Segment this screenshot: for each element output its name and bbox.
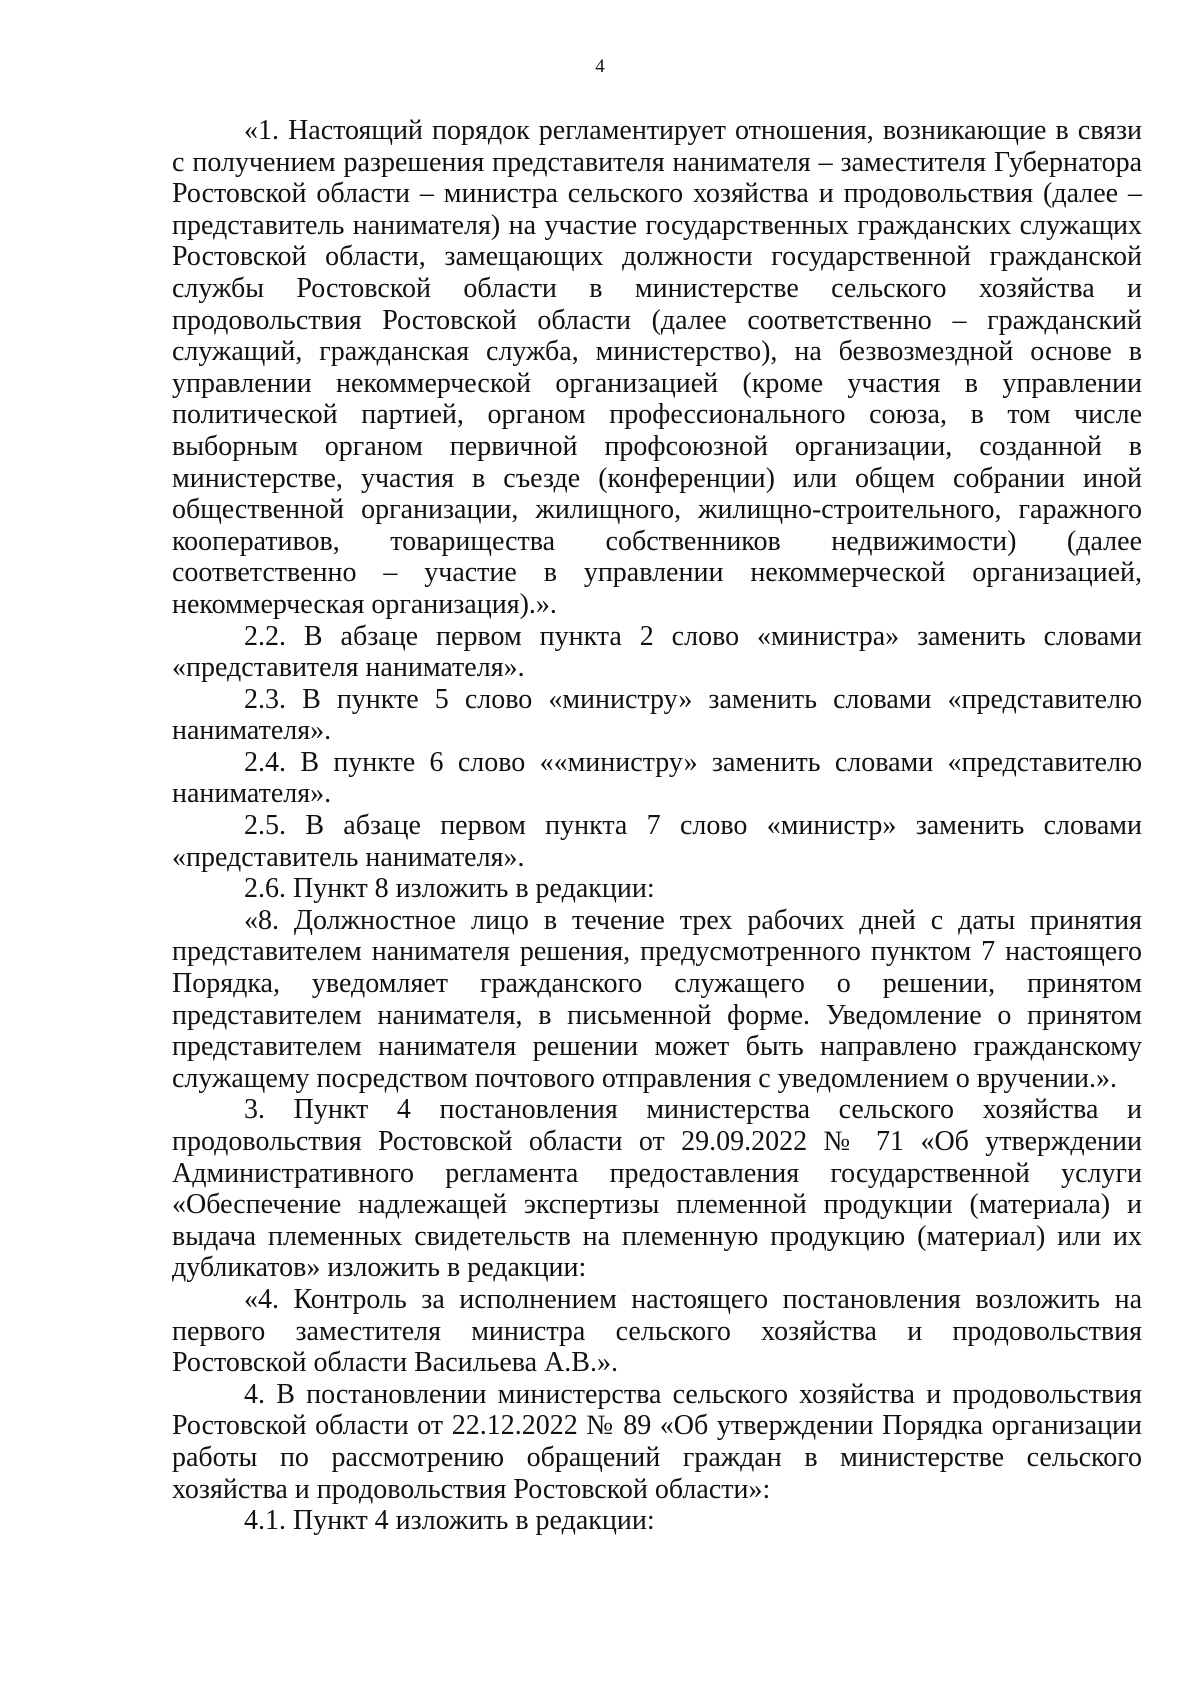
paragraph-3: 3. Пункт 4 постановления министерства сельского хозяйства и продовольствия Ростовской области от 29.09.2022 № 71 «Об утверждении Административного регламента предоставления государственной услуги «Обеспечение надлежащей экспертизы племенной продукции (материала) и выдача племенных свидетельств на племенную продукцию (материал) или их дубликатов» изложить в редакции:	[172, 1094, 1142, 1284]
paragraph-2-3: 2.3. В пункте 5 слово «министру» заменить словами «представителю нанимателя».	[172, 683, 1142, 747]
paragraph-2-6: 2.6. Пункт 8 изложить в редакции:	[244, 873, 655, 905]
paragraph-clause-8: «8. Должностное лицо в течение трех рабочих дней с даты принятия представителем нанимателя решения, предусмотренного пунктом 7 настоящего Порядка, уведомляет гражданского служащего о решении, принятом представителем нанимателя, в письменной форме. Уведомление о принятом представителем нанимателя решении может быть направлено гражданскому служащему посредством почтового отправления с уведомлением о вручении.».	[172, 904, 1142, 1094]
paragraph-4-1: 4.1. Пункт 4 изложить в редакции:	[244, 1505, 655, 1537]
paragraph-2-5: 2.5. В абзаце первом пункта 7 слово «министр» заменить словами «представитель нанимателя».	[172, 810, 1142, 873]
page-number: 4	[595, 56, 605, 77]
paragraph-clause-4: «4. Контроль за исполнением настоящего постановления возложить на первого заместителя министра сельского хозяйства и продовольствия Ростовской области Васильева А.В.».	[172, 1283, 1142, 1379]
paragraph-2-4: 2.4. В пункте 6 слово ««министру» заменить словами «представителю нанимателя».	[172, 746, 1142, 810]
paragraph-2-2: 2.2. В абзаце первом пункта 2 слово «министра» заменить словами «представителя нанимателя».	[172, 620, 1142, 684]
paragraph-clause-1: «1. Настоящий порядок регламентирует отношения, возникающие в связи с получением разрешения представителя нанимателя – заместителя Губернатора Ростовской области – министра сельского хозяйства и продовольствия (далее – представитель нанимателя) на участие государственных гражданских служащих Ростовской области, замещающих должности государственной гражданской службы Ростовской области в министерстве сельского хозяйства и продовольствия Ростовской области (далее соответственно – гражданский служащий, гражданская служба, министерство), на безвозмездной основе в управлении некоммерческой организацией (кроме участия в управлении политической партией, органом профессионального союза, в том числе выборным органом первичной профсоюзной организации, созданной в министерстве, участия в съезде (конференции) или общем собрании иной общественной организации, жилищного, жилищно-строительного, гаражного кооперативов, товарищества собственников недвижимости) (далее соответственно – участие в управлении некоммерческой организацией, некоммерческая организация).».	[172, 115, 1142, 620]
paragraph-4: 4. В постановлении министерства сельского хозяйства и продовольствия Ростовской области от 22.12.2022 № 89 «Об утверждении Порядка организации работы по рассмотрению обращений граждан в министерстве сельского хозяйства и продовольствия Ростовской области»:	[172, 1378, 1142, 1505]
document-body	[172, 115, 1142, 1537]
